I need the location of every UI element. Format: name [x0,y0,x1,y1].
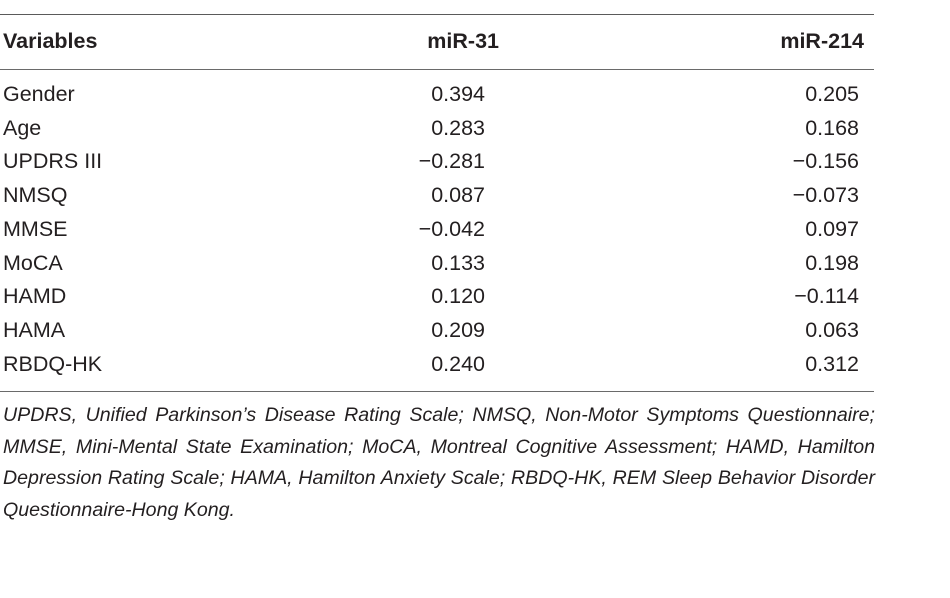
table-row [0,213,874,247]
cell-mir214: 0.097 [805,216,859,241]
table-row [0,112,874,146]
cell-variable: HAMA [3,317,66,342]
cell-mir31: 0.087 [431,183,485,208]
table-footnote: UPDRS, Unified Parkinson’s Disease Rating Scale; NMSQ, Non-Motor Symptoms Questionnaire; MMSE, Mini-Mental State Examination; MoCA, Montreal Cognitive Assessment; HAMD, Hamilton Depression Rating Scale; HAMA, Hamilton Anxiety Scale; RBDQ-HK, REM Sleep Behavior Disorder Questionnaire-Hong Kong. [3,404,875,521]
table-row [0,280,874,314]
cell-mir31: −0.042 [418,216,485,241]
cell-mir31: 0.283 [431,115,485,140]
cell-mir214: 0.168 [805,115,859,140]
header-variables: Variables [3,29,98,54]
cell-mir214: −0.156 [792,149,859,174]
cell-variable: HAMD [3,284,67,309]
cell-mir31: −0.281 [418,149,485,174]
cell-mir31: 0.394 [431,82,485,107]
header-mir31: miR-31 [427,29,499,54]
correlation-table [0,14,874,526]
table-row [0,78,874,112]
cell-mir214: 0.205 [805,82,859,107]
table-bottom-rule [0,391,874,392]
table-row [0,348,874,382]
cell-mir214: −0.114 [794,284,859,309]
cell-variable: UPDRS III [3,149,103,174]
cell-variable: NMSQ [3,183,68,208]
table-body-spacer [0,381,874,391]
table-header-rule [0,69,874,70]
table-row [0,314,874,348]
cell-mir214: −0.073 [792,183,859,208]
cell-mir31: 0.209 [431,317,485,342]
cell-mir31: 0.240 [431,351,485,376]
cell-variable: MMSE [3,216,68,241]
cell-mir214: 0.312 [805,351,859,376]
cell-mir31: 0.133 [431,250,485,275]
header-mir214: miR-214 [780,29,864,54]
table-row [0,179,874,213]
table-header-row [0,15,874,69]
cell-mir214: 0.063 [805,317,859,342]
cell-mir31: 0.120 [431,284,485,309]
cell-variable: Age [3,115,42,140]
table-row [0,145,874,179]
cell-mir214: 0.198 [805,250,859,275]
cell-variable: RBDQ-HK [3,351,103,376]
table-row [0,246,874,280]
cell-variable: MoCA [3,250,63,275]
cell-variable: Gender [3,82,75,107]
